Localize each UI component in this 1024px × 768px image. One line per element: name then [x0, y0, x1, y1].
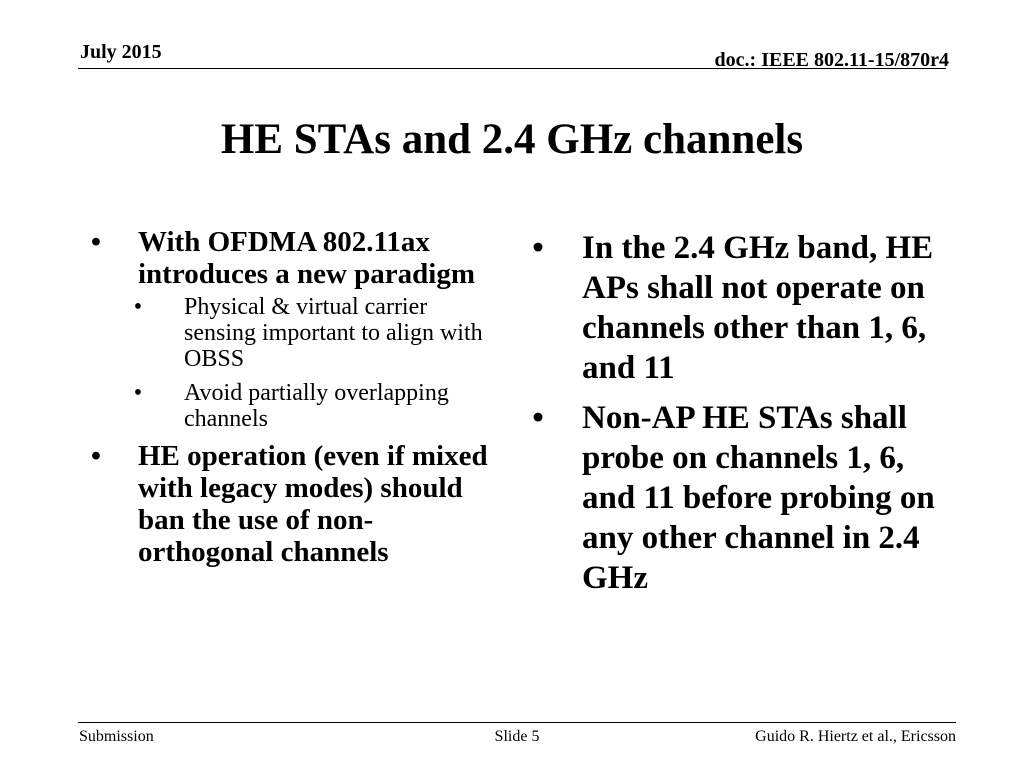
footer-divider [78, 722, 956, 723]
right-bullet-1 [528, 228, 958, 388]
footer-slide-number: Slide 5 [494, 728, 540, 745]
left-bullet-2 [84, 440, 504, 568]
left-subbullet-1-text: Physical & virtual carrier sensing important to align with OBSS [184, 294, 483, 372]
right-bullet-2 [528, 398, 958, 598]
bullet-marker: • [133, 294, 143, 320]
header-doc-id: doc.: IEEE 802.11-15/870r4 [714, 49, 949, 71]
bullet-marker: • [90, 226, 102, 258]
header-divider [78, 68, 946, 69]
left-subbullet-2 [84, 380, 504, 432]
right-bullet-1-text: In the 2.4 GHz band, HE APs shall not operate on channels other than 1, 6, and 11 [582, 230, 934, 386]
header-date: July 2015 [80, 41, 162, 63]
slide-title: HE STAs and 2.4 GHz channels [220, 116, 804, 163]
left-subbullet-1 [84, 294, 504, 372]
footer-author: Guido R. Hiertz et al., Ericsson [755, 728, 956, 745]
left-column [84, 226, 504, 572]
bullet-marker: • [532, 400, 544, 436]
bullet-marker: • [90, 440, 102, 472]
bullet-marker: • [133, 380, 143, 406]
footer-submission: Submission [79, 728, 154, 745]
bullet-marker: • [532, 230, 544, 266]
right-column [528, 228, 958, 608]
left-bullet-2-text: HE operation (even if mixed with legacy modes) should ban the use of non-orthogonal channels [138, 440, 488, 568]
left-subbullet-2-text: Avoid partially overlapping channels [184, 380, 449, 432]
right-bullet-2-text: Non-AP HE STAs shall probe on channels 1, 6, and 11 before probing on any other channel in 2.4 GHz [582, 400, 935, 596]
left-bullet-1 [84, 226, 504, 290]
left-bullet-1-text: With OFDMA 802.11ax introduces a new paradigm [138, 226, 476, 290]
